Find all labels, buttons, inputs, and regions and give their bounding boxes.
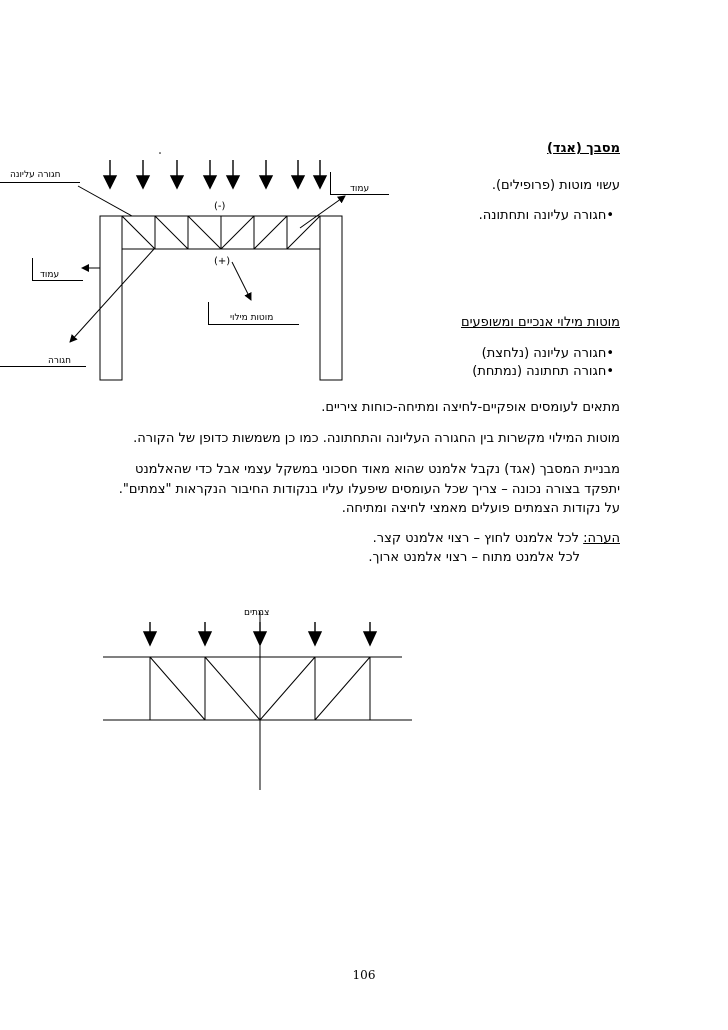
note-line2: לכל אלמנט מתוח – רצוי אלמנט ארוך. [368, 550, 580, 565]
left-column [100, 216, 122, 380]
label-box-bottom-chord [0, 344, 86, 367]
load-arrows-top [104, 160, 326, 188]
paragraph-fill: מוטות המילוי מקשרות בין החגורה העליונה והתחתונה. כמו כן משמשות כדופן של הקורה. [133, 431, 620, 446]
label-column-right: עמוד [350, 184, 370, 194]
leader-right-label [300, 196, 345, 228]
bullet-bottom-chord: •חגורה תחתונה (נמתחת) [472, 364, 614, 379]
truss-beam [100, 216, 342, 249]
compression-sign: (-) [214, 201, 226, 212]
fill-heading: מוטות מילוי אנכיים ומשופעים [461, 315, 620, 330]
paragraph-forces: מתאים לעומסים אופקיים-לחיצה ומתיחה-כוחות ציריים. [321, 400, 620, 415]
note-line1 [373, 531, 620, 547]
page-number: 106 [352, 968, 376, 982]
right-column [320, 216, 342, 380]
label-column-left: עמוד [40, 270, 60, 280]
paragraph-truss-line1: מבניית המסבך (אגד) נקבל אלמנט שהוא מאוד חסכוני במשקל עצמי אבל כדי שהאלמנט [135, 462, 620, 477]
tension-sign: (+) [214, 256, 231, 267]
leader-fill [232, 262, 251, 300]
leader-top-chord [78, 186, 132, 216]
bullet-chords: •חגורה עליונה ותחתונה. [478, 208, 614, 223]
page-title: מסבך (אגד) [546, 141, 620, 156]
label-bottom-chord: חגורה [48, 356, 72, 366]
paragraph-truss-line3: על נקודות הצמתים פועלים מאמצי לחיצה ומתיחה. [341, 501, 620, 516]
note-label: הערה: [583, 531, 620, 546]
label-top-chord: חגורה עליונה [10, 170, 61, 180]
note-text1: לכל אלמנט לחוץ – רצוי אלמנט קצר. [372, 531, 584, 546]
label-node: צמתים [244, 608, 270, 618]
bullet-top-chord: •חגורה עליונה (נלחצת) [481, 346, 614, 361]
intro-line: עשוי מוטות (פרופילים). [491, 178, 620, 193]
paragraph-truss-line2: יתפקד בצורה נכונה – צריך שכל העומסים שיפעלו עליו בנקודות החיבור הנקראות "צמתים". [118, 482, 620, 497]
label-fill: מוטות מילוי [230, 313, 274, 323]
